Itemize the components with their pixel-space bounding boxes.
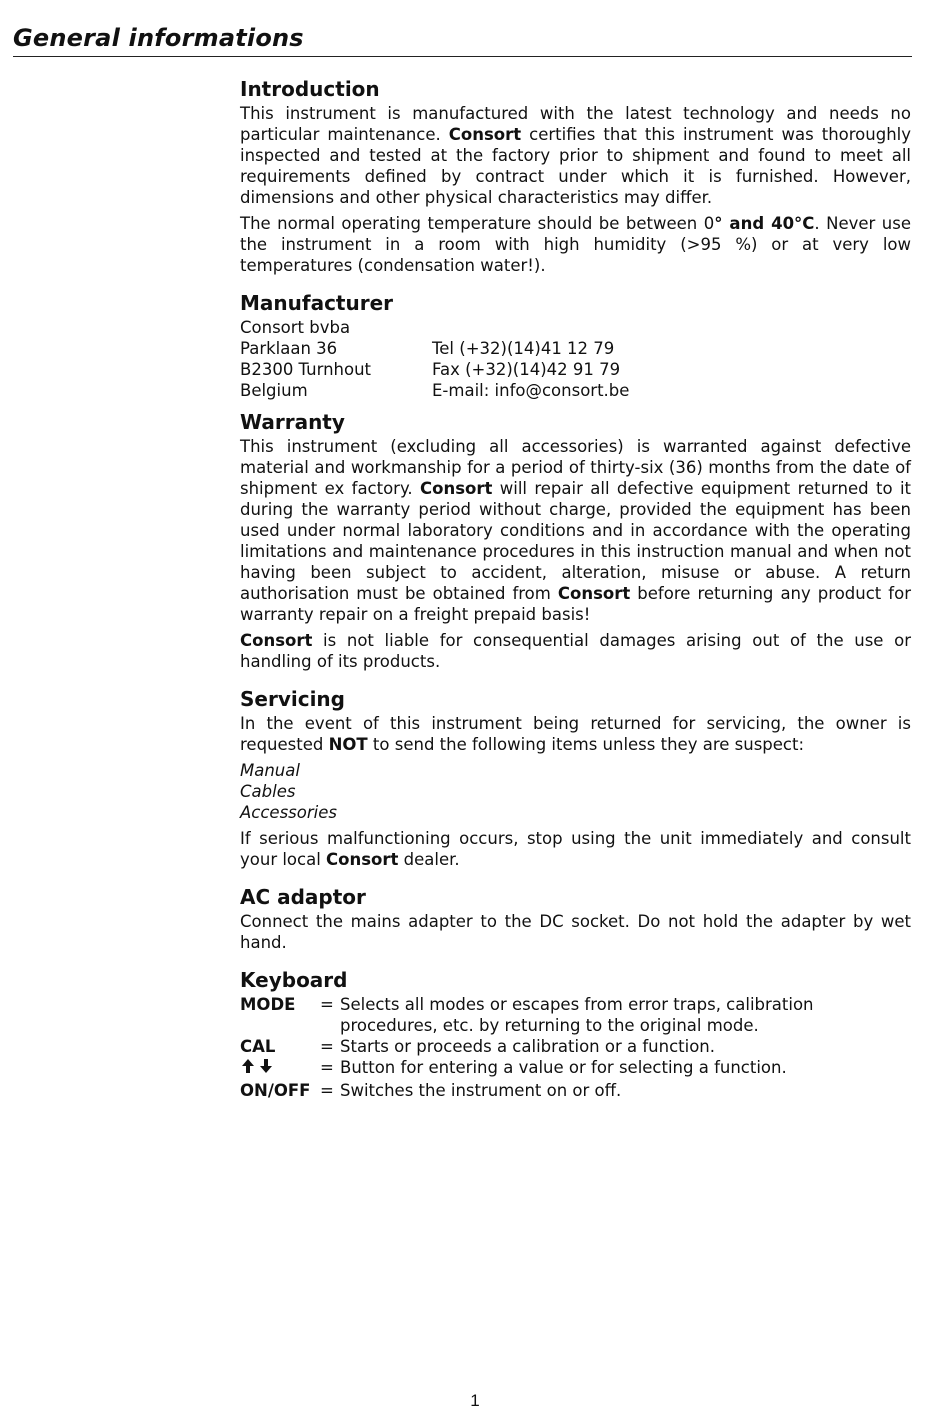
text-run: The normal operating temperature should be between 0: [240, 214, 715, 233]
address-line: B2300 Turnhout: [240, 360, 372, 379]
up-down-arrows-icon: [240, 1057, 320, 1080]
introduction-heading: Introduction: [240, 77, 380, 101]
servicing-heading: Servicing: [240, 687, 345, 711]
address-line: Parklaan 36: [240, 339, 338, 358]
manufacturer-row: [240, 338, 911, 359]
text-run: before returning any product for warranty repair on a freight prepaid basis!: [240, 584, 911, 624]
list-item: Manual: [240, 761, 300, 780]
warranty-section: [240, 409, 911, 672]
contact-line: Tel (+32)(14)41 12 79: [432, 339, 615, 358]
list-item: Cables: [240, 782, 296, 801]
page-header: [13, 24, 912, 57]
manufacturer-row: [240, 380, 911, 401]
text-run: dealer.: [398, 850, 460, 869]
text-run: . Never use the instrument in a room with high humidity (>95 %) or at very low temperatures (condensation water!).: [240, 214, 911, 275]
keyboard-row: [240, 994, 911, 1036]
contact-line: E-mail: info@consort.be: [432, 381, 630, 400]
text-run: to send the following items unless they are suspect:: [367, 735, 805, 754]
brand-name: Consort: [326, 850, 399, 869]
keyboard-heading: Keyboard: [240, 968, 348, 992]
up-down-arrows-svg: [240, 1057, 276, 1075]
equals-sign: =: [320, 995, 334, 1014]
address-line: Consort bvba: [240, 318, 351, 337]
brand-name: Consort: [557, 584, 631, 603]
keyboard-row: [240, 1057, 911, 1080]
manufacturer-section: [240, 290, 911, 401]
key-description: Switches the instrument on or off.: [340, 1081, 622, 1100]
key-name: MODE: [240, 995, 296, 1014]
manufacturer-row: [240, 359, 911, 380]
warranty-paragraph-2: [240, 630, 911, 672]
page-title: General informations: [13, 24, 304, 52]
introduction-section: [240, 76, 911, 276]
text-run: In the event of this instrument being returned for servicing, the owner is requested: [240, 714, 911, 754]
manufacturer-row: [240, 317, 911, 338]
key-description: Selects all modes or escapes from error traps, calibration procedures, etc. by returning to the original mode.: [340, 995, 814, 1035]
text-run: This instrument is manufactured with the latest technology and needs no particular maintenance.: [240, 104, 911, 144]
ac-adaptor-heading: AC adaptor: [240, 885, 366, 909]
equals-sign: =: [320, 1037, 334, 1056]
keyboard-row: [240, 1036, 911, 1057]
list-item: Accessories: [240, 803, 337, 822]
temperature-range: ° and 40°C: [714, 214, 815, 233]
servicing-items-list: [240, 760, 911, 823]
keyboard-section: [240, 967, 911, 1101]
brand-name: Consort: [240, 631, 313, 650]
page-number: 1: [470, 1391, 480, 1410]
text-run: This instrument (excluding all accessories) is warranted against defective material and workmanship for a period of thirty-six (36) months from the date of shipment ex factory.: [240, 437, 911, 498]
equals-sign: =: [320, 1081, 334, 1100]
ac-adaptor-section: [240, 884, 911, 953]
emphasis-not: NOT: [328, 735, 368, 754]
text-run: is not liable for consequential damages arising out of the use or handling of its products.: [240, 631, 911, 671]
ac-adaptor-paragraph: Connect the mains adapter to the DC socket. Do not hold the adapter by wet hand.: [240, 912, 911, 952]
servicing-section: [240, 686, 911, 870]
warranty-heading: Warranty: [240, 410, 345, 434]
servicing-paragraph-2: [240, 828, 911, 870]
brand-name: Consort: [448, 125, 522, 144]
keyboard-row: [240, 1080, 911, 1101]
key-name: ON/OFF: [240, 1081, 311, 1100]
servicing-paragraph-1: [240, 713, 911, 755]
main-content: [240, 76, 911, 1115]
contact-line: Fax (+32)(14)42 91 79: [432, 360, 621, 379]
address-line: Belgium: [240, 381, 308, 400]
text-run: will repair all defective equipment returned to it during the warranty period without charge, provided the equipment has been used under normal laboratory conditions and in accordance with the operating limitations and maintenance procedures in this instruction manual and when not having been subject to accident, alteration, misuse or abuse. A return authorisation must be obtained from: [240, 479, 911, 603]
introduction-paragraph-1: [240, 103, 911, 208]
equals-sign: =: [320, 1058, 334, 1077]
key-description: Starts or proceeds a calibration or a function.: [340, 1037, 716, 1056]
key-description: Button for entering a value or for selecting a function.: [340, 1058, 787, 1077]
brand-name: Consort: [420, 479, 493, 498]
text-run: certifies that this instrument was thoroughly inspected and tested at the factory prior to shipment and found to meet all requirements defined by contract under which it is furnished. However, dimensions and other physical characteristics may differ.: [240, 125, 912, 207]
key-name: CAL: [240, 1037, 276, 1056]
warranty-paragraph-1: [240, 436, 911, 625]
text-run: If serious malfunctioning occurs, stop using the unit immediately and consult your local: [240, 829, 911, 869]
manufacturer-heading: Manufacturer: [240, 291, 394, 315]
introduction-paragraph-2: [240, 213, 911, 276]
